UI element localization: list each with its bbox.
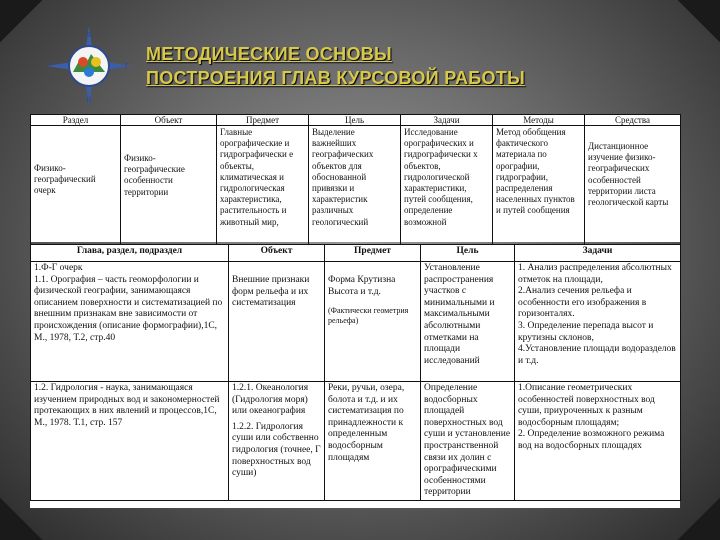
table-row <box>31 262 681 382</box>
cell-text: 1.2.1. Океанология (Гидрология моря) или океанография <box>232 383 309 417</box>
logo-letter: Ф <box>86 32 92 39</box>
table-cell: Установление распространения участков с минимальными и максимальными абсолютными отметками на площади исследований <box>421 262 515 382</box>
column-header: Предмет <box>217 115 309 126</box>
table-cell <box>31 126 121 245</box>
logo-letter: В <box>86 97 92 104</box>
column-header: Средства <box>585 115 681 126</box>
cell-note: (Фактически геометрия рельефа) <box>328 306 409 326</box>
corner-decoration <box>0 0 42 42</box>
compass-logo-icon <box>46 26 132 106</box>
column-header: Цель <box>309 115 401 126</box>
table-cell: Выделение важнейших географических объектов для обоснованной привязки и характеристик различных геологический <box>309 126 401 245</box>
cell-text: Физико-географический очерк <box>34 163 96 196</box>
table-header-row <box>31 245 681 262</box>
corner-decoration <box>678 0 720 42</box>
table-cell: Определение водосборных площадей поверхностных вод суши и установление пространственной связи их долин с орографическими особенностями территории <box>421 382 515 501</box>
table-cell <box>229 382 325 501</box>
logo-letter: Г <box>49 63 53 70</box>
column-header: Цель <box>421 245 515 262</box>
column-header: Объект <box>229 245 325 262</box>
column-header: Раздел <box>31 115 121 126</box>
page-title <box>146 42 686 90</box>
column-header: Объект <box>121 115 217 126</box>
table-cell: 1.2. Гидрология - наука, занимающаяся изучением природных вод и закономерностей протекающих в них явлений и процессов,1С, М., 1978. Т.1, стр. 157 <box>31 382 229 501</box>
table-row <box>31 126 681 245</box>
table-cell <box>121 126 217 245</box>
table-cell <box>585 126 681 245</box>
column-header: Предмет <box>325 245 421 262</box>
methods-table-top <box>30 114 680 242</box>
table-cell <box>229 262 325 382</box>
table-row <box>31 382 681 501</box>
cell-text: Форма Крутизна Высота и т.д. <box>328 275 396 297</box>
cell-text: Дистанционное изучение физико-географических особенностей территории листа геологической карты <box>588 141 669 208</box>
task-item: 4.Установление площади водоразделов и т.д. <box>518 344 676 366</box>
table-cell: Главные орографические и гидрографически е объекты, климатическая и гидрологическая характеристика, растительность и животный мир, <box>217 126 309 245</box>
table-cell: Метод обобщения фактического материала по орографии, гидрографии, распределения населенных пунктов и путей сообщения <box>493 126 585 245</box>
page-title-line: ПОСТРОЕНИЯ ГЛАВ КУРСОВОЙ РАБОТЫ <box>146 68 526 88</box>
cell-text: 1.2.2. Гидрология суши или собственно гидрология (точнее, Г поверхностных вод суши) <box>232 421 321 479</box>
column-header: Задачи <box>515 245 681 262</box>
page-title-line: МЕТОДИЧЕСКИЕ ОСНОВЫ <box>146 44 392 64</box>
logo-letter: Г <box>125 63 129 70</box>
table-cell <box>515 382 681 501</box>
cell-text: Внешние признаки форм рельефа и их систематизация <box>232 275 310 309</box>
task-item: 2.Анализ сечения рельефа и особенности его изображения в горизонталях. <box>518 286 647 320</box>
chapters-table <box>30 244 680 508</box>
column-header: Методы <box>493 115 585 126</box>
column-header: Задачи <box>401 115 493 126</box>
table-cell: Реки, ручьи, озера, болота и т.д. и их систематизация по принадлежности к определенным водосборным площадям <box>325 382 421 501</box>
task-item: 1. Анализ распределения абсолютных отметок на площади, <box>518 263 672 285</box>
table-header-row <box>31 115 681 126</box>
task-item: 2. Определение возможного режима вод на водосборных площадях <box>518 429 665 451</box>
cell-text: Физико-географические особенности территории <box>124 153 185 197</box>
table-cell: Исследование орографических и гидрографически х объектов, гидрологической характеристики, путей сообщения, определение возможной <box>401 126 493 245</box>
cell-text: 1.Ф-Г очерк <box>34 263 83 273</box>
cell-text: 1.1. Орография – часть геоморфологии и физической географии, занимающаяся описанием поверхности и систематизацией по внешним признакам вне зависимости от происхождения (описание формографии),1С, М., 1978, Т.2, стр.40 <box>34 274 223 343</box>
task-item: 3. Определение перепада высот и крутизны склонов, <box>518 320 654 343</box>
column-header: Глава, раздел, подраздел <box>31 245 229 262</box>
table-cell <box>515 262 681 382</box>
corner-decoration <box>678 498 720 540</box>
table-cell <box>31 262 229 382</box>
table-cell <box>325 262 421 382</box>
task-item: 1.Описание геометрических особенностей поверхностных вод суши, приуроченных к разным водосборным площадям; <box>518 383 655 428</box>
